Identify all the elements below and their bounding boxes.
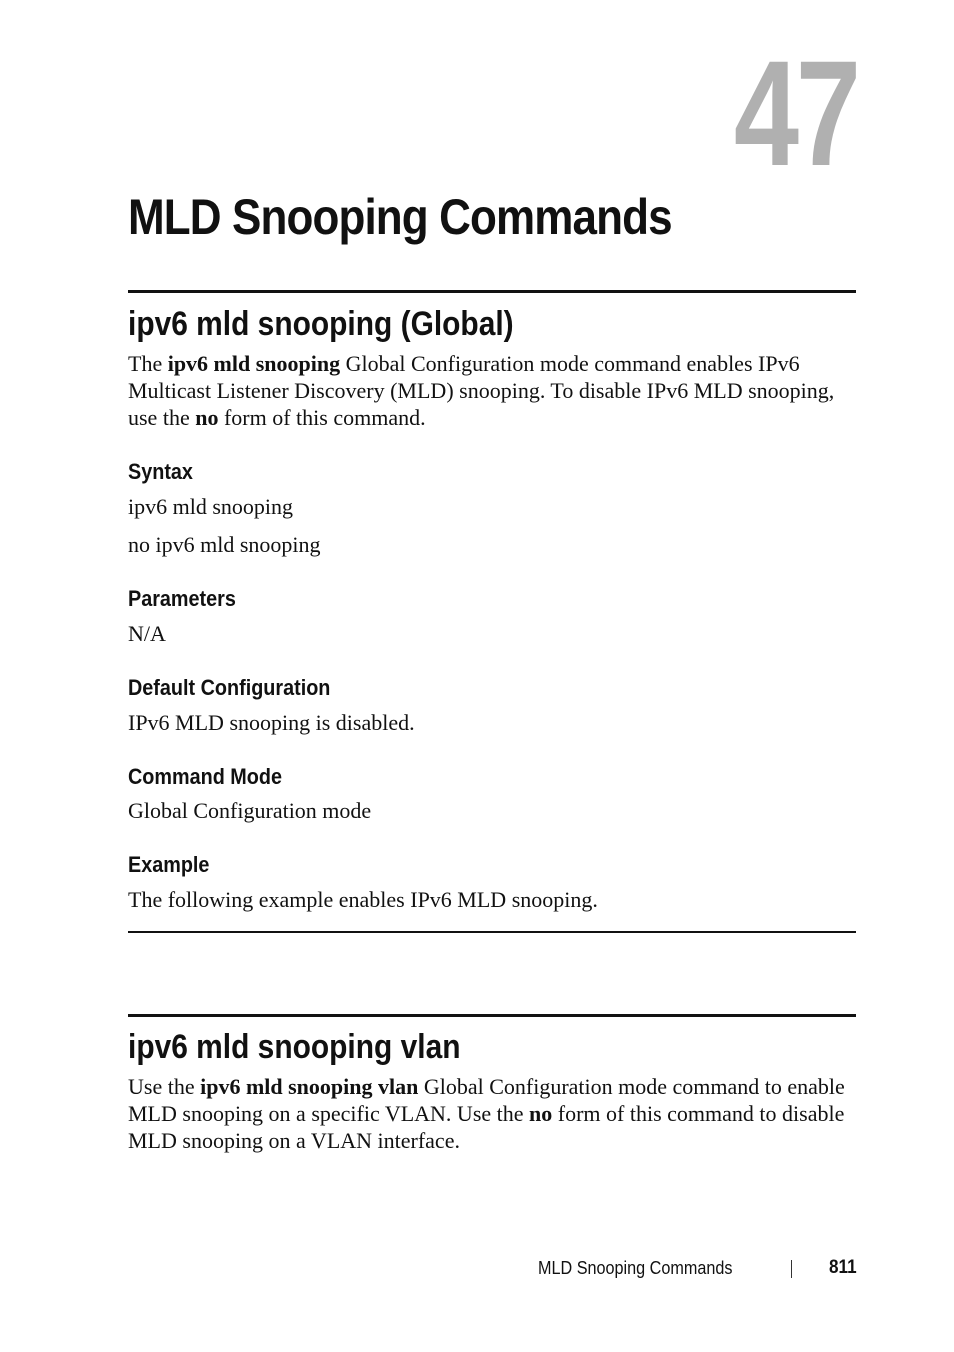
intro-no-keyword: no <box>195 405 219 430</box>
section-rule <box>128 290 856 293</box>
section-intro <box>128 350 858 431</box>
default-configuration-text: IPv6 MLD snooping is disabled. <box>128 710 415 735</box>
default-configuration-heading: Default Configuration <box>128 675 331 700</box>
intro-no-keyword: no <box>529 1101 553 1126</box>
intro-text: form of this command to disable MLD snooping on a VLAN interface. <box>128 1101 845 1153</box>
chapter-number: 47 <box>734 29 858 197</box>
section-title: ipv6 mld snooping vlan <box>128 1028 461 1066</box>
syntax-line: ipv6 mld snooping <box>128 494 294 519</box>
command-mode-heading: Command Mode <box>128 764 283 789</box>
intro-command: ipv6 mld snooping vlan <box>200 1074 419 1099</box>
chapter-title: MLD Snooping Commands <box>128 189 672 245</box>
syntax-heading: Syntax <box>128 459 193 484</box>
command-mode-text: Global Configuration mode <box>128 798 372 823</box>
intro-command: ipv6 mld snooping <box>167 351 341 376</box>
example-heading: Example <box>128 852 210 877</box>
example-text: The following example enables IPv6 MLD snooping. <box>128 887 598 912</box>
page-number: 811 <box>829 1257 857 1278</box>
parameters-text: N/A <box>128 621 166 646</box>
section-end-rule <box>128 931 856 933</box>
intro-text: Global Configuration mode command to enable MLD snooping on a specific VLAN. Use the <box>128 1074 845 1126</box>
intro-text: form of this command. <box>218 405 426 430</box>
syntax-line: no ipv6 mld snooping <box>128 532 321 557</box>
footer-separator <box>791 1260 792 1278</box>
section-rule <box>128 1014 856 1017</box>
parameters-heading: Parameters <box>128 586 236 611</box>
section-title: ipv6 mld snooping (Global) <box>128 305 514 343</box>
intro-text: Global Configuration mode command enables IPv6 Multicast Listener Discovery (MLD) snooping. To disable IPv6 MLD snooping, use the <box>128 351 835 430</box>
intro-text: The <box>128 351 168 376</box>
footer-running-title: MLD Snooping Commands <box>538 1258 733 1278</box>
intro-text: Use the <box>128 1074 201 1099</box>
section-intro <box>128 1073 858 1154</box>
